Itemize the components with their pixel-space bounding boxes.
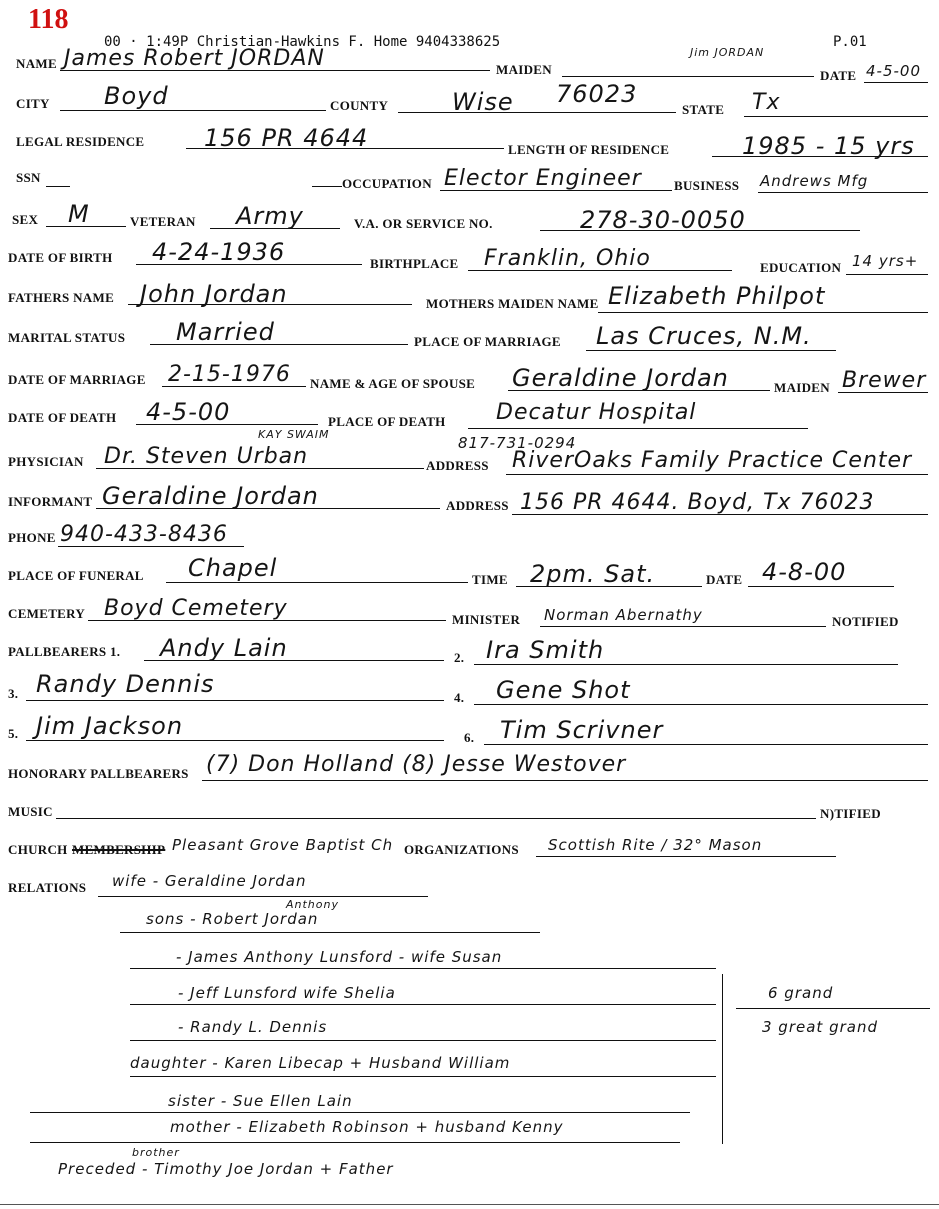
spouse-maiden-value: Brewer bbox=[842, 368, 927, 393]
date-label: DATE bbox=[820, 68, 857, 83]
pallbearer-6-label: 6. bbox=[464, 730, 475, 745]
pallbearer-5-label: 5. bbox=[8, 726, 19, 741]
legal-residence-value: 156 PR 4644 bbox=[204, 124, 369, 152]
relations-value: wife - Geraldine Jordan bbox=[112, 872, 307, 890]
relation-line-7: mother - Elizabeth Robinson + husband Kenny bbox=[170, 1118, 564, 1136]
place-of-death-value: Decatur Hospital bbox=[496, 400, 697, 425]
city-value: Boyd bbox=[104, 82, 169, 110]
membership-label: MEMBERSHIP bbox=[72, 842, 166, 857]
informant-address-value: 156 PR 4644. Boyd, Tx 76023 bbox=[520, 490, 875, 515]
length-of-residence-value: 1985 - 15 yrs bbox=[742, 132, 915, 160]
marital-status-label: MARITAL STATUS bbox=[8, 330, 126, 345]
honorary-pallbearers-value: (7) Don Holland (8) Jesse Westover bbox=[206, 752, 627, 777]
place-of-marriage-label: PLACE OF MARRIAGE bbox=[414, 334, 561, 349]
relation-line-8: Preceded - Timothy Joe Jordan + Father bbox=[58, 1160, 394, 1178]
relations-label: RELATIONS bbox=[8, 880, 87, 895]
informant-value: Geraldine Jordan bbox=[102, 482, 319, 510]
fathers-name-label: FATHERS NAME bbox=[8, 290, 115, 305]
honorary-pallbearers-label: HONORARY PALLBEARERS bbox=[8, 766, 189, 781]
pallbearer-2: Ira Smith bbox=[486, 636, 605, 664]
phone-label: PHONE bbox=[8, 530, 56, 545]
pallbearer-4-label: 4. bbox=[454, 690, 465, 705]
relation-line-3: - Jeff Lunsford wife Shelia bbox=[178, 984, 396, 1002]
date-of-marriage-value: 2-15-1976 bbox=[168, 362, 291, 387]
va-number-value: 278-30-0050 bbox=[580, 206, 746, 234]
physician-value: Dr. Steven Urban bbox=[104, 444, 309, 469]
spouse-maiden-label: MAIDEN bbox=[774, 380, 830, 395]
place-of-funeral-value: Chapel bbox=[188, 554, 278, 582]
relation-note-1: Anthony bbox=[286, 898, 339, 911]
relation-line-6: sister - Sue Ellen Lain bbox=[168, 1092, 353, 1110]
pallbearer-4: Gene Shot bbox=[496, 676, 631, 704]
education-label: EDUCATION bbox=[760, 260, 842, 275]
sex-label: SEX bbox=[12, 212, 39, 227]
maiden-label: MAIDEN bbox=[496, 62, 552, 77]
occupation-label: OCCUPATION bbox=[342, 176, 432, 191]
dob-value: 4-24-1936 bbox=[152, 238, 286, 266]
funeral-date-label: DATE bbox=[706, 572, 743, 587]
informant-address-label: ADDRESS bbox=[446, 498, 509, 513]
date-of-marriage-label: DATE OF MARRIAGE bbox=[8, 372, 146, 387]
fax-page-number: P.01 bbox=[833, 34, 867, 50]
pallbearer-3: Randy Dennis bbox=[36, 670, 215, 698]
relation-line-5: daughter - Karen Libecap + Husband William bbox=[130, 1054, 511, 1072]
pallbearer-6: Tim Scrivner bbox=[500, 716, 664, 744]
physician-note: KAY SWAIM bbox=[258, 428, 330, 441]
pallbearer-1: Andy Lain bbox=[160, 634, 288, 662]
va-number-label: V.A. OR SERVICE NO. bbox=[354, 216, 493, 231]
minister-value: Norman Abernathy bbox=[544, 606, 703, 624]
date-of-death-label: DATE OF DEATH bbox=[8, 410, 117, 425]
birthplace-value: Franklin, Ohio bbox=[484, 246, 651, 271]
physician-label: PHYSICIAN bbox=[8, 454, 84, 469]
length-of-residence-label: LENGTH OF RESIDENCE bbox=[508, 142, 670, 157]
informant-label: INFORMANT bbox=[8, 494, 93, 509]
marital-status-value: Married bbox=[176, 318, 275, 346]
relation-note-8: brother bbox=[132, 1146, 180, 1159]
veteran-label: VETERAN bbox=[130, 214, 196, 229]
city-label: CITY bbox=[16, 96, 50, 111]
veteran-value: Army bbox=[236, 202, 304, 230]
pallbearer-5: Jim Jackson bbox=[36, 712, 184, 740]
physician-address-value: RiverOaks Family Practice Center bbox=[512, 448, 913, 473]
pallbearer-3-label: 3. bbox=[8, 686, 19, 701]
time-label: TIME bbox=[472, 572, 508, 587]
date-value: 4-5-00 bbox=[866, 62, 921, 80]
physician-phone: 817-731-0294 bbox=[458, 434, 577, 452]
fax-small-note: Jim JORDAN bbox=[690, 46, 765, 59]
county-value: Wise bbox=[452, 88, 514, 116]
name-value: James Robert JORDAN bbox=[64, 46, 325, 71]
pallbearer-2-label: 2. bbox=[454, 650, 465, 665]
county-label: COUNTY bbox=[330, 98, 389, 113]
grandchildren-count: 6 grand bbox=[768, 984, 834, 1002]
phone-value: 940-433-8436 bbox=[60, 522, 228, 547]
spouse-value: Geraldine Jordan bbox=[512, 364, 729, 392]
cemetery-label: CEMETERY bbox=[8, 606, 86, 621]
zip-value: 76023 bbox=[556, 80, 638, 108]
business-value: Andrews Mfg bbox=[760, 172, 869, 190]
fathers-name-value: John Jordan bbox=[140, 280, 288, 308]
church-value: Pleasant Grove Baptist Ch bbox=[172, 836, 394, 854]
date-of-death-value: 4-5-00 bbox=[146, 398, 231, 426]
name-label: NAME bbox=[16, 56, 57, 71]
birthplace-label: BIRTHPLACE bbox=[370, 256, 459, 271]
organizations-label: ORGANIZATIONS bbox=[404, 842, 519, 857]
organizations-value: Scottish Rite / 32° Mason bbox=[548, 836, 763, 854]
state-value: Tx bbox=[752, 90, 781, 115]
relation-line-1: sons - Robert Jordan bbox=[146, 910, 319, 928]
mothers-maiden-value: Elizabeth Philpot bbox=[608, 282, 826, 310]
relation-line-4: - Randy L. Dennis bbox=[178, 1018, 328, 1036]
mothers-maiden-label: MOTHERS MAIDEN NAME bbox=[426, 296, 599, 311]
great-grandchildren-count: 3 great grand bbox=[762, 1018, 878, 1036]
fax-header: 00 · 1:49P Christian-Hawkins F. Home 9404338625 bbox=[104, 34, 501, 50]
minister-label: MINISTER bbox=[452, 612, 521, 627]
time-value: 2pm. Sat. bbox=[530, 560, 656, 588]
place-of-death-label: PLACE OF DEATH bbox=[328, 414, 446, 429]
spouse-label: NAME & AGE OF SPOUSE bbox=[310, 376, 476, 391]
pallbearers-label: PALLBEARERS 1. bbox=[8, 644, 121, 659]
education-value: 14 yrs+ bbox=[852, 252, 919, 270]
cemetery-value: Boyd Cemetery bbox=[104, 596, 288, 621]
physician-address-label: ADDRESS bbox=[426, 458, 489, 473]
relation-line-2: - James Anthony Lunsford - wife Susan bbox=[176, 948, 503, 966]
place-of-funeral-label: PLACE OF FUNERAL bbox=[8, 568, 144, 583]
music-label: MUSIC bbox=[8, 804, 53, 819]
place-of-marriage-value: Las Cruces, N.M. bbox=[596, 322, 812, 350]
notified-2-label: N)TIFIED bbox=[820, 806, 881, 821]
notified-label: NOTIFIED bbox=[832, 614, 899, 629]
ssn-label: SSN bbox=[16, 170, 41, 185]
funeral-date-value: 4-8-00 bbox=[762, 558, 847, 586]
church-label: CHURCH bbox=[8, 842, 68, 857]
occupation-value: Elector Engineer bbox=[444, 166, 642, 191]
business-label: BUSINESS bbox=[674, 178, 740, 193]
state-label: STATE bbox=[682, 102, 725, 117]
legal-residence-label: LEGAL RESIDENCE bbox=[16, 134, 145, 149]
dob-label: DATE OF BIRTH bbox=[8, 250, 113, 265]
sex-value: M bbox=[68, 200, 90, 228]
record-number-stamp: 118 bbox=[28, 4, 69, 35]
